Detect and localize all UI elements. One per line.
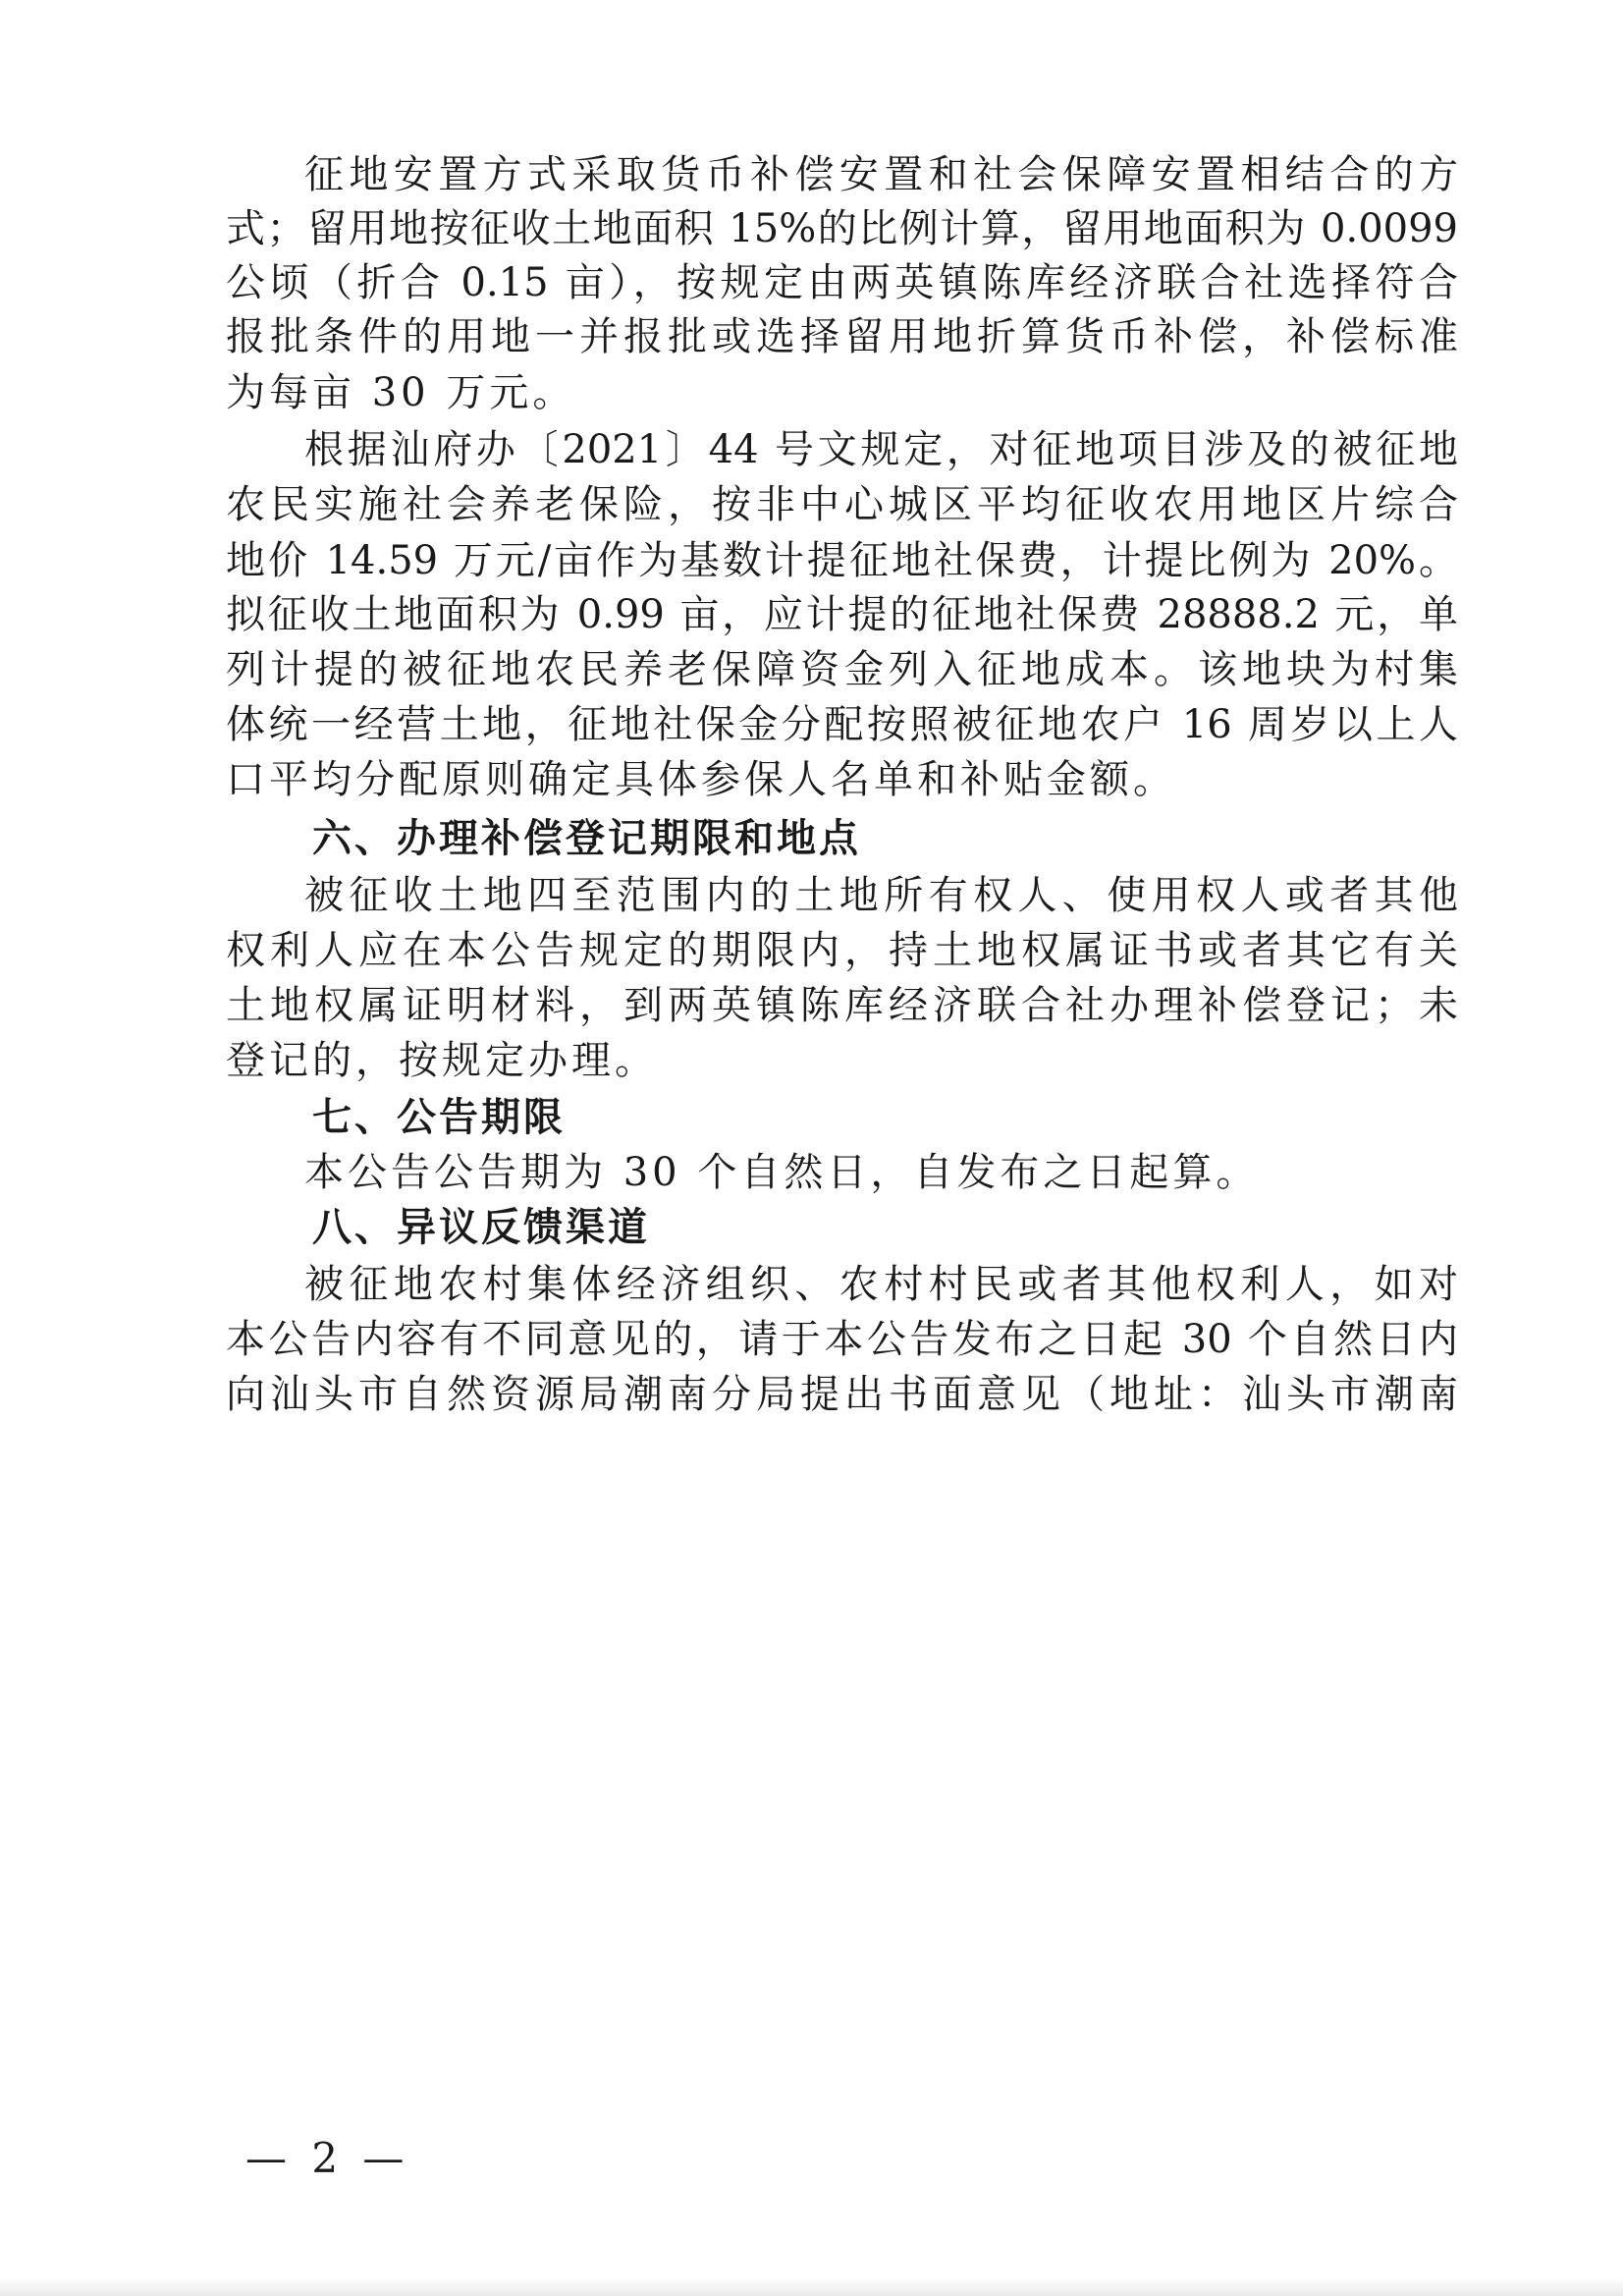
paragraph-2-line-5: 列计提的被征地农民养老保障资金列入征地成本。该地块为村集 — [226, 647, 1458, 692]
section-6-line-4: 登记的，按规定办理。 — [226, 1038, 658, 1083]
scan-edge-shadow — [0, 2278, 1623, 2296]
section-6-line-2: 权利人应在本公告规定的期限内，持土地权属证书或者其它有关 — [226, 928, 1458, 973]
section-7-heading: 七、公告期限 — [312, 1095, 566, 1140]
paragraph-1-line-4: 报批条件的用地一并报批或选择留用地折算货币补偿，补偿标准 — [226, 314, 1458, 359]
paragraph-2-line-2: 农民实施社会养老保险，按非中心城区平均征收农用地区片综合 — [226, 482, 1458, 527]
section-8-line-3: 向汕头市自然资源局潮南分局提出书面意见（地址：汕头市潮南 — [226, 1372, 1458, 1417]
section-8-line-2: 本公告内容有不同意见的，请于本公告发布之日起 30 个自然日内 — [226, 1317, 1458, 1362]
paragraph-2-line-3: 地价 14.59 万元/亩作为基数计提征地社保费，计提比例为 20%。 — [226, 538, 1458, 583]
paragraph-1-line-1: 征地安置方式采取货币补偿安置和社会保障安置相结合的方 — [304, 152, 1458, 197]
section-6-line-1: 被征收土地四至范围内的土地所有权人、使用权人或者其他 — [304, 873, 1458, 918]
section-8-heading: 八、异议反馈渠道 — [312, 1205, 650, 1250]
page-number: — 2 — — [245, 2134, 410, 2182]
section-6-line-3: 土地权属证明材料，到两英镇陈库经济联合社办理补偿登记；未 — [226, 983, 1458, 1028]
section-6-heading: 六、办理补偿登记期限和地点 — [312, 816, 861, 861]
paragraph-2-line-4: 拟征收土地面积为 0.99 亩，应计提的征地社保费 28888.2 元，单 — [226, 592, 1458, 637]
section-7-line-1: 本公告公告期为 30 个自然日，自发布之日起算。 — [304, 1150, 1260, 1195]
paragraph-2-line-7: 口平均分配原则确定具体参保人名单和补贴金额。 — [226, 757, 1176, 802]
paragraph-1-line-5: 为每亩 30 万元。 — [226, 370, 576, 415]
paragraph-1-line-2: 式；留用地按征收土地面积 15%的比例计算，留用地面积为 0.0099 — [226, 206, 1458, 251]
paragraph-2-line-1: 根据汕府办〔2021〕44 号文规定，对征地项目涉及的被征地 — [304, 427, 1458, 472]
paragraph-1-line-3: 公顷（折合 0.15 亩），按规定由两英镇陈库经济联合社选择符合 — [226, 260, 1458, 305]
paragraph-2-line-6: 体统一经营土地，征地社保金分配按照被征地农户 16 周岁以上人 — [226, 702, 1458, 747]
section-8-line-1: 被征地农村集体经济组织、农村村民或者其他权利人，如对 — [304, 1262, 1458, 1307]
